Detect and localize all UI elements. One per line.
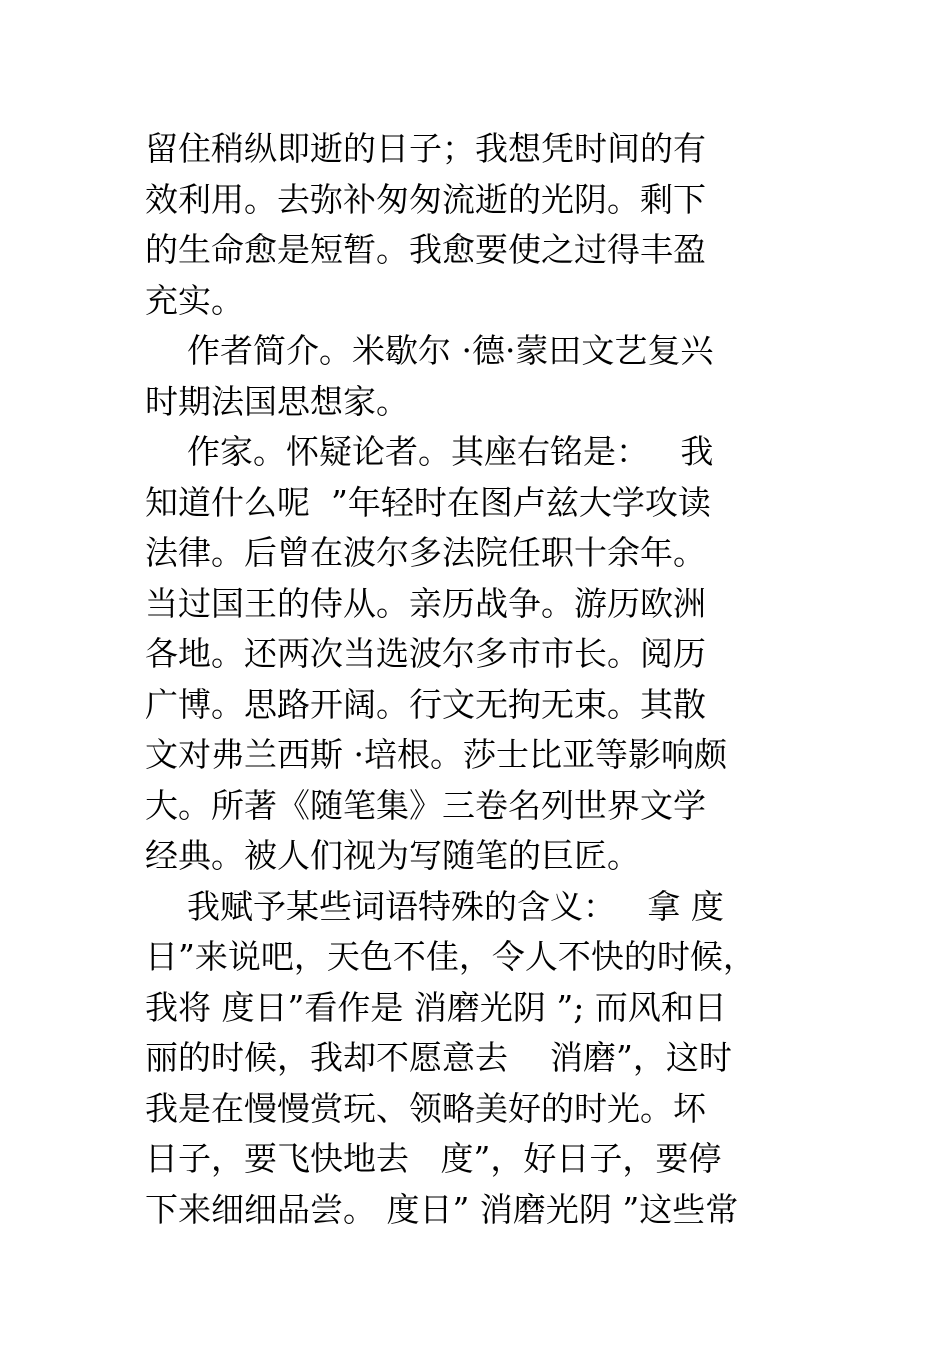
body-text [145,124,825,1235]
text-line: 我赋予某些词语特殊的含义： 拿 度 [145,886,724,926]
text-line: 文对弗兰西斯 ·培根。莎士比亚等影响颇 [145,735,727,774]
text-line: 各地。还两次当选波尔多市市长。阅历 [145,634,706,673]
text-line: 丽的时候，我却不愿意去 消磨”，这时 [145,1038,732,1077]
text-line: 法律。后曾在波尔多法院任职十余年。 [145,533,706,572]
text-line: 的生命愈是短暂。我愈要使之过得丰盈 [145,230,706,269]
text-line: 我是在慢慢赏玩、领略美好的时光。坏 [145,1088,706,1128]
text-line: 日”来说吧，天色不佳，令人不快的时候， [145,937,756,976]
text-line: 日子，要飞快地去 度”，好日子，要停 [145,1139,722,1178]
text-line: 留住稍纵即逝的日子；我想凭时间的有 [145,129,706,168]
text-line: 时期法国思想家。 [145,381,409,421]
text-line: 经典。被人们视为写随笔的巨匠。 [145,836,640,875]
text-line: 当过国王的侍从。亲历战争。游历欧洲 [145,583,706,623]
text-line: 充实。 [145,280,244,320]
text-line: 知道什么呢 ”年轻时在图卢兹大学攻读 [145,482,711,522]
text-line: 效利用。去弥补匆匆流逝的光阴。剩下 [145,179,706,219]
text-line: 作家。怀疑论者。其座右铭是： 我 [145,432,714,471]
text-line: 我将 度日”看作是 消磨光阴 ”; 而风和日 [145,987,727,1027]
text-line: 大。所著《随笔集》三卷名列世界文学 [145,785,706,825]
text-line: 作者简介。米歇尔 ·德·蒙田文艺复兴 [145,331,714,370]
text-line: 下来细细品尝。 度日” 消磨光阴 ”这些常 [145,1189,739,1229]
text-line: 广博。思路开阔。行文无拘无束。其散 [145,684,706,724]
